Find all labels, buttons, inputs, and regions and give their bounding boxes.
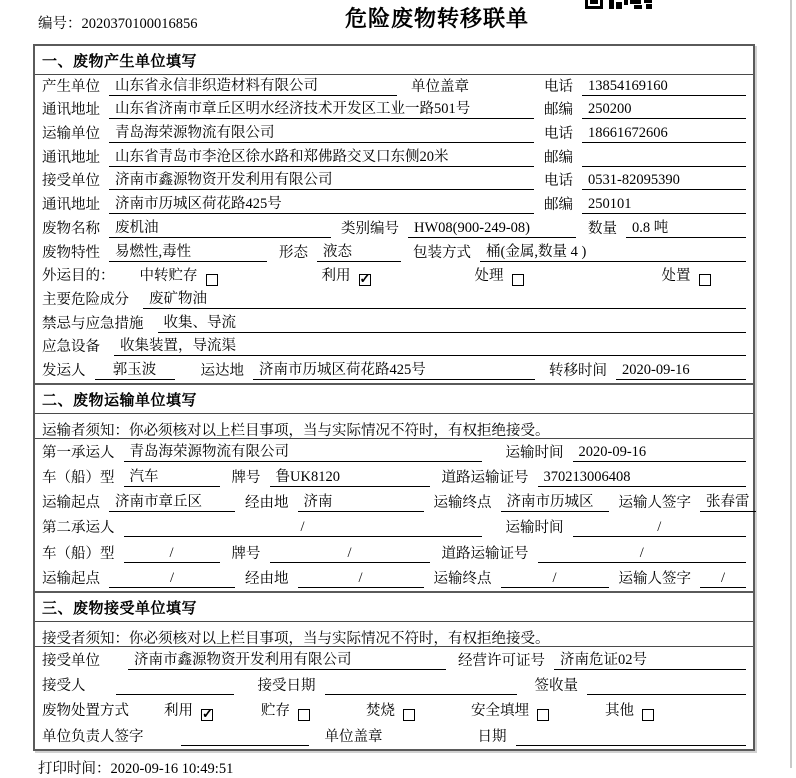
print-time-value: 2020-09-16 10:49:51 [110, 760, 234, 777]
route2-sign-field: / [700, 570, 746, 588]
section-waste-transporter [35, 383, 753, 591]
transporter-address-value: 山东省青岛市李沧区徐水路和郑佛路交叉口东侧20米 [109, 145, 534, 167]
destination-label: 运达地 [200, 362, 244, 379]
purpose-option-dispose [662, 264, 711, 285]
document-header [0, 0, 796, 44]
vehicle1-plate-value: 鲁UK8120 [270, 465, 430, 487]
carrier2-row [35, 515, 753, 540]
zip-label: 邮编 [544, 102, 573, 119]
hazard-component-row [35, 288, 753, 312]
taboo-measures-label: 禁忌与应急措施 [42, 315, 144, 332]
serial-label: 编号： [38, 16, 82, 32]
disposal-option-incinerate [366, 699, 415, 720]
transfer-time-value: 2020-09-16 [616, 362, 746, 380]
shipper-value: 郭玉波 [95, 358, 175, 380]
carrier1-row [35, 439, 753, 464]
plate-label: 牌号 [231, 545, 261, 562]
route1-row [35, 490, 753, 515]
incinerate-checkbox[interactable] [403, 709, 415, 721]
acceptor-label: 接受人 [42, 677, 86, 694]
packing-value: 桶(金属,数量 4 ) [480, 240, 746, 262]
permit-value: 济南危证02号 [554, 648, 746, 670]
quantity-value: 0.8 吨 [626, 216, 746, 238]
route-start-label: 运输起点 [42, 571, 100, 588]
address-label: 通讯地址 [42, 149, 100, 166]
transport-time-label: 运输时间 [505, 520, 564, 537]
transporter-phone-value: 18661672606 [582, 125, 746, 143]
waste-name-value: 废机油 [109, 216, 331, 238]
print-time [38, 757, 796, 778]
receiver-zip-value: 250101 [582, 196, 746, 214]
carrier2-value: / [124, 519, 482, 537]
transfer-purpose-row [35, 265, 753, 289]
print-time-label: 打印时间： [38, 760, 111, 777]
option-label: 处理 [474, 268, 504, 285]
option-label: 安全填埋 [471, 703, 529, 720]
option-label: 其他 [605, 703, 634, 720]
dispose-checkbox[interactable] [699, 274, 711, 286]
option-label: 处置 [661, 268, 691, 285]
unit-seal-label: 单位盖章 [411, 78, 469, 95]
accept-date-label: 接受日期 [257, 677, 316, 694]
purpose-option-storage [140, 264, 218, 285]
carrier1-label: 第一承运人 [42, 444, 115, 461]
accept-unit-label: 接受单位 [42, 652, 100, 669]
accept-unit-row [35, 647, 753, 672]
received-quantity-field[interactable] [587, 678, 746, 695]
plate-label: 牌号 [231, 469, 261, 486]
option-label: 利用 [164, 703, 193, 720]
disposal-method-label: 废物处置方式 [42, 703, 129, 720]
carrier-sign-label: 运输人签字 [618, 571, 691, 588]
option-label: 利用 [321, 268, 351, 285]
address-label: 通讯地址 [42, 102, 100, 119]
route1-via-value: 济南 [298, 490, 424, 512]
treat-checkbox[interactable] [512, 274, 524, 286]
transporter-zip-field [582, 150, 746, 167]
storage-checkbox[interactable] [206, 274, 218, 286]
dispatch-row [35, 359, 753, 383]
transporter-notice: 运输者须知：你必须核对以上栏目事项，当与实际情况不符时，有权拒绝接受。 [35, 414, 753, 439]
waste-name-row [35, 217, 753, 241]
route-start-label: 运输起点 [42, 495, 100, 512]
serial-value: 2020370100016856 [81, 16, 198, 32]
utilize-checkbox[interactable] [201, 709, 213, 721]
receiver-notice: 接受者须知：你必须核对以上栏目事项，当与实际情况不符时，有权拒绝接受。 [35, 622, 753, 647]
section2-title: 二、废物运输单位填写 [35, 385, 753, 414]
producer-row [35, 75, 753, 99]
route-end-label: 运输终点 [433, 571, 492, 588]
accept-date-field[interactable] [325, 678, 517, 695]
emergency-equipment-value: 收集装置，导流渠 [114, 334, 746, 356]
page-edge [790, 0, 792, 768]
waste-property-row [35, 241, 753, 265]
route-via-label: 经由地 [245, 495, 289, 512]
unit-seal-label: 单位盖章 [324, 728, 383, 745]
transporter-label: 运输单位 [42, 126, 100, 143]
transporter-address-row [35, 146, 753, 170]
receiver-row [35, 170, 753, 194]
transport-time-label: 运输时间 [505, 444, 564, 461]
accept-unit-value: 济南市鑫源物资开发利用有限公司 [128, 648, 446, 670]
producer-address-value: 山东省济南市章丘区明水经济技术开发区工业一路501号 [109, 97, 534, 119]
road-license-label: 道路运输证号 [441, 469, 529, 486]
route2-end-field: / [501, 570, 609, 588]
route2-row [35, 566, 753, 591]
receiver-value: 济南市鑫源物资开发利用有限公司 [109, 168, 534, 190]
category-value: HW08(900-249-08) [408, 220, 576, 238]
purpose-option-utilize [322, 264, 371, 285]
route1-start-value: 济南市章丘区 [109, 490, 235, 512]
carrier2-time-field: / [573, 519, 747, 537]
receiver-address-row [35, 193, 753, 217]
disposal-option-utilize [164, 699, 213, 720]
hazard-component-label: 主要危险成分 [42, 291, 129, 308]
date-field[interactable] [516, 729, 747, 746]
emergency-equipment-label: 应急设备 [42, 339, 100, 356]
option-label: 焚烧 [366, 703, 395, 720]
serial-number [38, 12, 198, 33]
producer-address-row [35, 99, 753, 123]
section-waste-producer [35, 46, 753, 383]
receiver-phone-value: 0531-82095390 [582, 172, 746, 190]
hazard-component-value: 废矿物油 [143, 287, 746, 309]
vehicle2-type-field: / [124, 545, 220, 563]
packing-label: 包装方式 [413, 244, 471, 261]
route-end-label: 运输终点 [433, 495, 492, 512]
shipper-label: 发运人 [42, 362, 86, 379]
phone-label: 电话 [544, 78, 573, 95]
phone-label: 电话 [544, 173, 573, 190]
transporter-value: 青岛海荣源物流有限公司 [109, 121, 534, 143]
emergency-equipment-row [35, 336, 753, 360]
road-license-label: 道路运输证号 [441, 545, 529, 562]
producer-phone-value: 13854169160 [582, 78, 746, 96]
quantity-label: 数量 [588, 220, 617, 237]
acceptor-field[interactable] [116, 678, 234, 695]
disposal-option-other [605, 699, 654, 720]
route2-via-field: / [298, 570, 424, 588]
vehicle-type-label: 车（船）型 [42, 545, 115, 562]
route1-sign-value: 张春雷 [700, 490, 756, 512]
acceptor-row [35, 673, 753, 698]
vehicle1-license-value: 370213006408 [538, 469, 747, 487]
producer-zip-value: 250200 [582, 101, 746, 119]
vehicle2-license-field: / [538, 545, 747, 563]
landfill-checkbox[interactable] [537, 709, 549, 721]
carrier1-value: 青岛海荣源物流有限公司 [124, 440, 482, 462]
purpose-option-treat [475, 264, 524, 285]
carrier2-label: 第二承运人 [42, 520, 115, 537]
carrier1-time-value: 2020-09-16 [573, 444, 747, 462]
manifest-form [33, 44, 755, 751]
destination-value: 济南市历城区荷花路425号 [253, 358, 535, 380]
vehicle-type-label: 车（船）型 [42, 469, 115, 486]
option-label: 中转贮存 [139, 268, 198, 285]
responsible-sign-field[interactable] [181, 729, 309, 746]
form-value: 液态 [317, 240, 401, 262]
address-label: 通讯地址 [42, 197, 100, 214]
phone-label: 电话 [544, 126, 573, 143]
vehicle2-row [35, 540, 753, 565]
transfer-purpose-label: 外运目的： [42, 268, 115, 285]
received-quantity-label: 签收量 [534, 677, 578, 694]
zip-label: 邮编 [544, 197, 573, 214]
page-title: 危险废物转移联单 [344, 6, 530, 31]
route-via-label: 经由地 [245, 571, 289, 588]
transporter-row [35, 122, 753, 146]
vehicle2-plate-field: / [270, 545, 430, 563]
responsible-sign-label: 单位负责人签字 [42, 728, 144, 745]
section3-title: 三、废物接受单位填写 [35, 593, 753, 622]
section1-title: 一、废物产生单位填写 [35, 46, 753, 75]
taboo-measures-row [35, 312, 753, 336]
transfer-time-label: 转移时间 [549, 362, 607, 379]
receiver-label: 接受单位 [42, 173, 100, 190]
taboo-measures-value: 收集、导流 [158, 311, 747, 333]
permit-label: 经营许可证号 [458, 652, 545, 669]
vehicle1-type-value: 汽车 [124, 465, 220, 487]
route1-end-value: 济南市历城区 [501, 490, 609, 512]
store-checkbox[interactable] [298, 709, 310, 721]
section-waste-receiver [35, 591, 753, 748]
qr-code-icon [585, 0, 653, 9]
carrier-sign-label: 运输人签字 [618, 495, 691, 512]
utilize-checkbox[interactable] [359, 274, 371, 286]
date-label: 日期 [477, 728, 507, 745]
producer-value: 山东省永信非织造材料有限公司 [109, 74, 397, 96]
disposal-option-landfill [471, 699, 549, 720]
signature-row [35, 723, 753, 748]
waste-name-label: 废物名称 [42, 220, 100, 237]
producer-label: 产生单位 [42, 78, 100, 95]
route2-start-field: / [109, 570, 235, 588]
option-label: 贮存 [261, 703, 290, 720]
zip-label: 邮编 [544, 149, 573, 166]
disposal-method-row [35, 698, 753, 723]
vehicle1-row [35, 465, 753, 490]
other-checkbox[interactable] [642, 709, 654, 721]
category-label: 类别编号 [341, 220, 399, 237]
waste-property-label: 废物特性 [42, 244, 100, 261]
form-label: 形态 [279, 244, 308, 261]
waste-property-value: 易燃性,毒性 [109, 240, 267, 262]
receiver-address-value: 济南市历城区荷花路425号 [109, 192, 534, 214]
disposal-option-store [261, 699, 310, 720]
